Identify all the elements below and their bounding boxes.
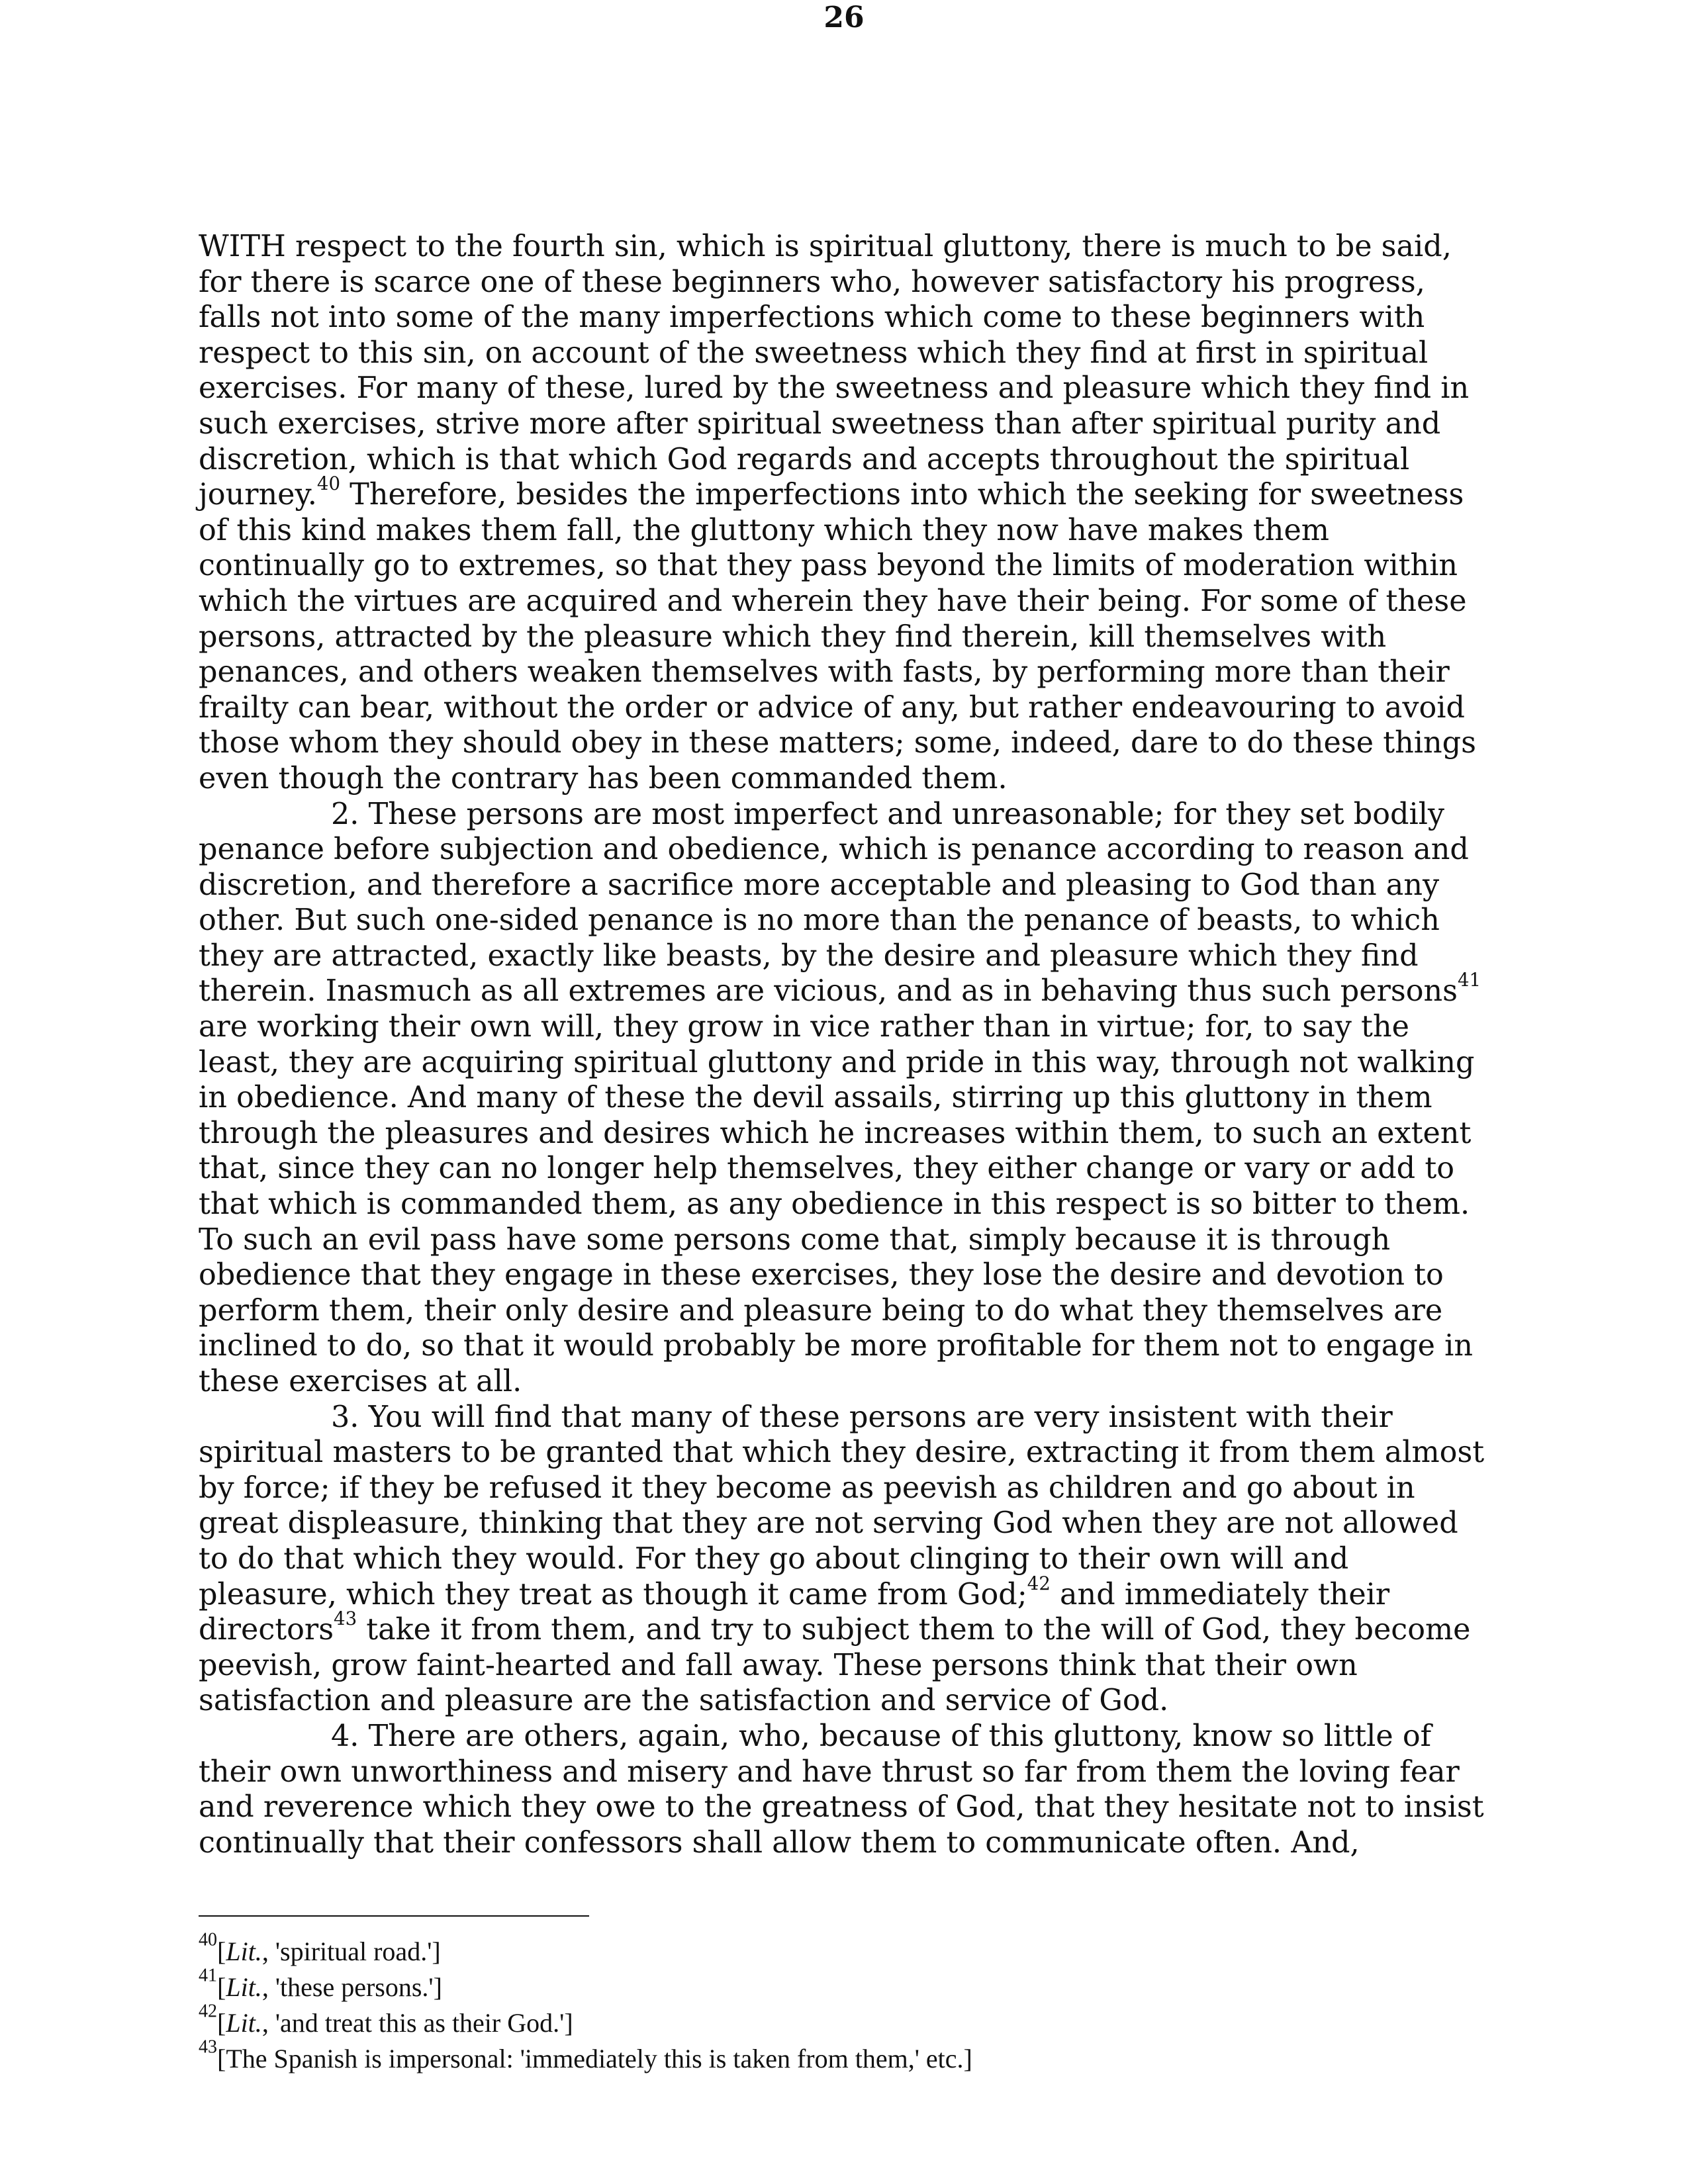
footnote-lit: Lit. [226, 1972, 262, 2002]
footnote-text: [The Spanish is impersonal: 'immediately this is taken from them,' etc.] [217, 2044, 972, 2073]
footnote-divider [199, 1915, 589, 1917]
footnote-lit: Lit. [226, 1936, 262, 1966]
footnote-number: 42 [199, 2001, 217, 2022]
paragraph-1-text-a: WITH respect to the fourth sin, which is spiritual gluttony, there is much to be said, for there is scarce one of these beginners who, however satisfactory his progress, falls not into some of the many imperfections which come to these beginners with respect to this sin, on account of the sweetness which they find at first in spiritual exercises. For many of these, lured by the sweetness and pleasure which they find in such exercises, strive more after spiritual sweetness than after spiritual purity and discretion, which is that which God regards and accepts throughout the spiritual journey. [199, 230, 1470, 512]
footnote-41 [199, 1965, 1496, 2005]
paragraph-3-text-c: take it from them, and try to subject them to the will of God, they become peevish, grow faint-hearted and fall away. These persons think that their own satisfaction and pleasure are the satisfaction and service of God. [199, 1613, 1471, 1718]
footnote-text: , 'these persons.'] [261, 1972, 442, 2002]
paragraph-1 [199, 229, 1496, 797]
paragraph-3-text-b: and immediately their directors [199, 1577, 1390, 1647]
paragraph-2 [199, 797, 1496, 1400]
footnote-lit: Lit. [226, 2008, 262, 2038]
footnote-ref-43: 43 [334, 1608, 357, 1630]
footnote-ref-41: 41 [1458, 969, 1481, 991]
footnote-ref-42: 42 [1027, 1572, 1051, 1594]
footnote-ref-40: 40 [316, 473, 340, 495]
footnote-42 [199, 2001, 1496, 2041]
paragraph-2-text-a: 2. These persons are most imperfect and unreasonable; for they set bodily penance before subjection and obedience, which is penance according to reason and discretion, and therefore a sacrifice more acceptable and pleasing to God than any other. But such one-sided penance is no more than the penance of beasts, to which they are attracted, exactly like beasts, by the desire and pleasure which they find therein. Inasmuch as all extremes are vicious, and as in behaving thus such persons [199, 797, 1469, 1009]
paragraph-3 [199, 1400, 1496, 1719]
footnote-open-bracket: [ [217, 1936, 226, 1966]
footnote-40 [199, 1929, 1496, 1970]
page-number: 26 [823, 1, 865, 34]
footnote-open-bracket: [ [217, 1972, 226, 2002]
footnotes [199, 1929, 1496, 2077]
footnote-open-bracket: [ [217, 2008, 226, 2038]
paragraph-2-text-b: are working their own will, they grow in vice rather than in virtue; for, to say the least, they are acquiring spiritual gluttony and pride in this way, through not walking in obedience. And many of these the devil assails, stirring up this gluttony in them through the pleasures and desires which he increases within them, to such an extent that, since they can no longer help themselves, they either change or vary or add to that which is commanded them, as any obedience in this respect is so bitter to them. To such an evil pass have some persons come that, simply because it is through obedience that they engage in these exercises, they lose the desire and devotion to perform them, their only desire and pleasure being to do what they themselves are inclined to do, so that it would probably be more profitable for them not to engage in these exercises at all. [199, 1010, 1475, 1398]
footnote-text: , 'spiritual road.'] [261, 1936, 441, 1966]
main-text [199, 229, 1496, 1860]
paragraph-1-text-b: Therefore, besides the imperfections into which the seeking for sweetness of this kind makes them fall, the gluttony which they now have makes them continually go to extremes, so that they pass beyond the limits of moderation within which the virtues are acquired and wherein they have their being. For some of these persons, attracted by the pleasure which they find therein, kill themselves with penances, and others weaken themselves with fasts, by performing more than their frailty can bear, without the order or advice of any, but rather endeavouring to avoid those whom they should obey in these matters; some, indeed, dare to do these things even though the contrary has been commanded them. [199, 478, 1476, 796]
footnote-43 [199, 2036, 1496, 2077]
paragraph-4: 4. There are others, again, who, because of this gluttony, know so little of their own unworthiness and misery and have thrust so far from them the loving fear and reverence which they owe to the greatness of God, that they hesitate not to insist continually that their confessors shall allow them to communicate often. And, [199, 1719, 1484, 1860]
footnote-number: 40 [199, 1929, 217, 1950]
paragraph-3-text-a: 3. You will find that many of these persons are very insistent with their spiritual masters to be granted that which they desire, extracting it from them almost by force; if they be refused it they become as peevish as children and go about in great displeasure, thinking that they are not serving God when they are not allowed to do that which they would. For they go about clinging to their own will and pleasure, which they treat as though it came from God; [199, 1400, 1485, 1612]
footnote-text: , 'and treat this as their God.'] [261, 2008, 573, 2038]
footnote-number: 43 [199, 2036, 217, 2058]
footnote-number: 41 [199, 1965, 217, 1986]
